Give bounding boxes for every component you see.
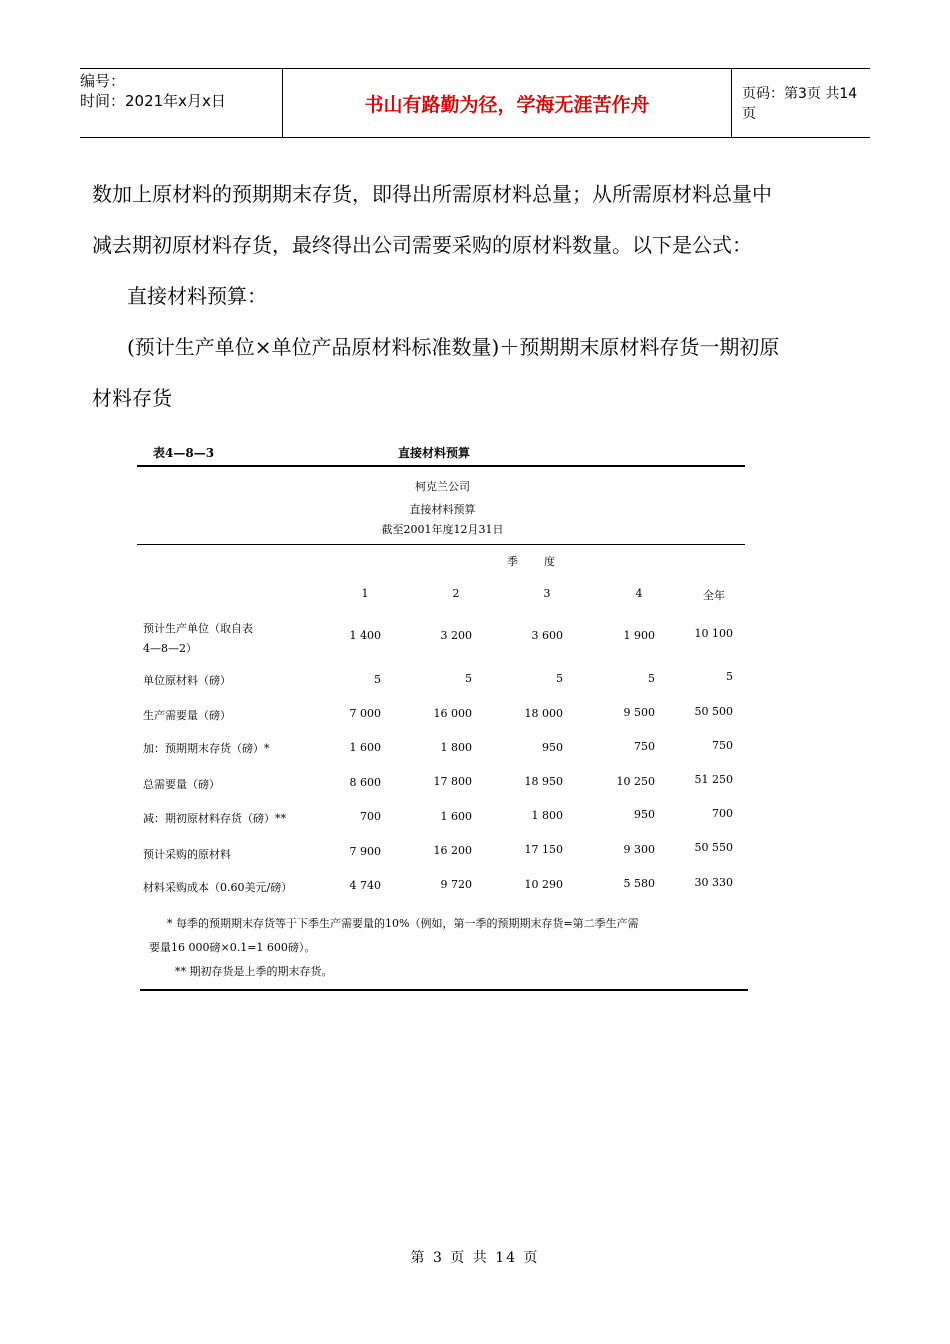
season-header: 季度 (507, 555, 581, 568)
table-cell: 1 800 (531, 809, 563, 822)
table-cell: 7 900 (349, 845, 381, 858)
time-label: 时间：2021年x月x日 (80, 92, 226, 110)
paragraph-3-line-2: 材料存货 (92, 386, 172, 410)
table-cell: 5 (465, 672, 472, 685)
table-cell: 1 900 (623, 629, 655, 642)
row-label: 加：预期期末存货（磅）* (143, 742, 270, 755)
note-1-line-1: * 每季的预期期末存货等于下季生产需要量的10%（例如，第一季的预期期末存货=第二季生产需 (167, 917, 639, 930)
table-cell: 18 000 (524, 707, 563, 720)
row-label: 总需要量（磅） (143, 778, 220, 791)
row-label: 生产需要量（磅） (143, 709, 231, 722)
table-cell: 950 (542, 741, 563, 754)
table-date: 截至2001年度12月31日 (381, 523, 504, 536)
table-cell: 50 500 (694, 705, 733, 718)
table-cell: 1 800 (440, 741, 472, 754)
row-label: 材料采购成本（0.60美元/磅） (143, 881, 293, 894)
table-cell: 18 950 (524, 775, 563, 788)
table-cell: 30 330 (694, 876, 733, 889)
row-label-line-2: 4—8—2） (143, 642, 197, 655)
column-header: 1 (361, 587, 369, 600)
table-cell: 1 600 (349, 741, 381, 754)
table-cell: 1 400 (349, 629, 381, 642)
row-label: 预计采购的原材料 (143, 848, 231, 861)
rule-header (137, 544, 745, 545)
page-label: 页码：第3页 共14页 (742, 86, 858, 122)
table-cell: 50 550 (694, 841, 733, 854)
column-header: 3 (543, 587, 551, 600)
row-label (143, 619, 328, 659)
rule-top (137, 465, 745, 467)
table-cell: 750 (712, 739, 733, 752)
table-cell: 950 (634, 808, 655, 821)
table-cell: 1 600 (440, 810, 472, 823)
page-header (80, 68, 870, 138)
column-header: 4 (635, 587, 643, 600)
table-cell: 9 720 (440, 878, 472, 891)
table-cell: 16 200 (433, 844, 472, 857)
table-cell: 4 740 (349, 879, 381, 892)
note-2: ** 期初存货是上季的期末存货。 (175, 965, 333, 978)
paragraph-3-line-1: (预计生产单位×单位产品原材料标准数量)＋预期期末原材料存货一期初原 (127, 335, 780, 359)
row-label-line-1: 预计生产单位（取自表 (143, 622, 253, 635)
table-cell: 10 290 (524, 878, 563, 891)
row-label: 单位原材料（磅） (143, 674, 231, 687)
column-header: 2 (452, 587, 460, 600)
row-label: 减：期初原材料存货（磅）** (143, 812, 286, 825)
paragraph-2: 直接材料预算： (127, 284, 267, 308)
note-1-line-2: 要量16 000磅×0.1=1 600磅）。 (149, 941, 316, 954)
rule-bottom (140, 989, 748, 991)
column-header: 全年 (703, 589, 725, 602)
paragraph-3 (92, 322, 862, 424)
table-cell: 700 (712, 807, 733, 820)
table-cell: 5 (556, 672, 563, 685)
paragraph-1-line-1: 数加上原材料的预期期末存货，即得出所需原材料总量；从所需原材料总量中 (92, 182, 772, 206)
budget-table (135, 435, 750, 1000)
company-name: 柯克兰公司 (415, 480, 470, 493)
table-cell: 5 580 (623, 877, 655, 890)
table-cell: 9 300 (623, 843, 655, 856)
header-left-cell (80, 69, 282, 137)
table-cell: 10 250 (616, 775, 655, 788)
table-cell: 51 250 (694, 773, 733, 786)
table-cell: 9 500 (623, 706, 655, 719)
table-cell: 700 (360, 810, 381, 823)
table-cell: 3 600 (531, 629, 563, 642)
paragraph-1-line-2: 减去期初原材料存货，最终得出公司需要采购的原材料数量。以下是公式： (92, 233, 752, 257)
header-page-cell (732, 69, 870, 137)
table-cell: 17 800 (433, 775, 472, 788)
table-cell: 750 (634, 740, 655, 753)
table-cell: 3 200 (440, 629, 472, 642)
table-cell: 7 000 (349, 707, 381, 720)
table-cell: 10 100 (694, 627, 733, 640)
table-cell: 5 (374, 673, 381, 686)
table-subtitle: 直接材料预算 (409, 503, 476, 516)
table-cell: 5 (726, 670, 733, 683)
table-name: 直接材料预算 (398, 446, 471, 460)
header-motto-cell (282, 69, 732, 137)
motto: 书山有路勤为径，学海无涯苦作舟 (364, 93, 650, 116)
paragraph-1 (92, 169, 862, 271)
table-number: 表4—8—3 (153, 446, 215, 460)
serial-label: 编号： (80, 72, 126, 90)
table-cell: 5 (648, 672, 655, 685)
table-notes (149, 912, 749, 984)
page-footer: 第 3 页 共 14 页 (410, 1250, 540, 1266)
table-cell: 16 000 (433, 707, 472, 720)
table-cell: 17 150 (524, 843, 563, 856)
table-cell: 8 600 (349, 776, 381, 789)
